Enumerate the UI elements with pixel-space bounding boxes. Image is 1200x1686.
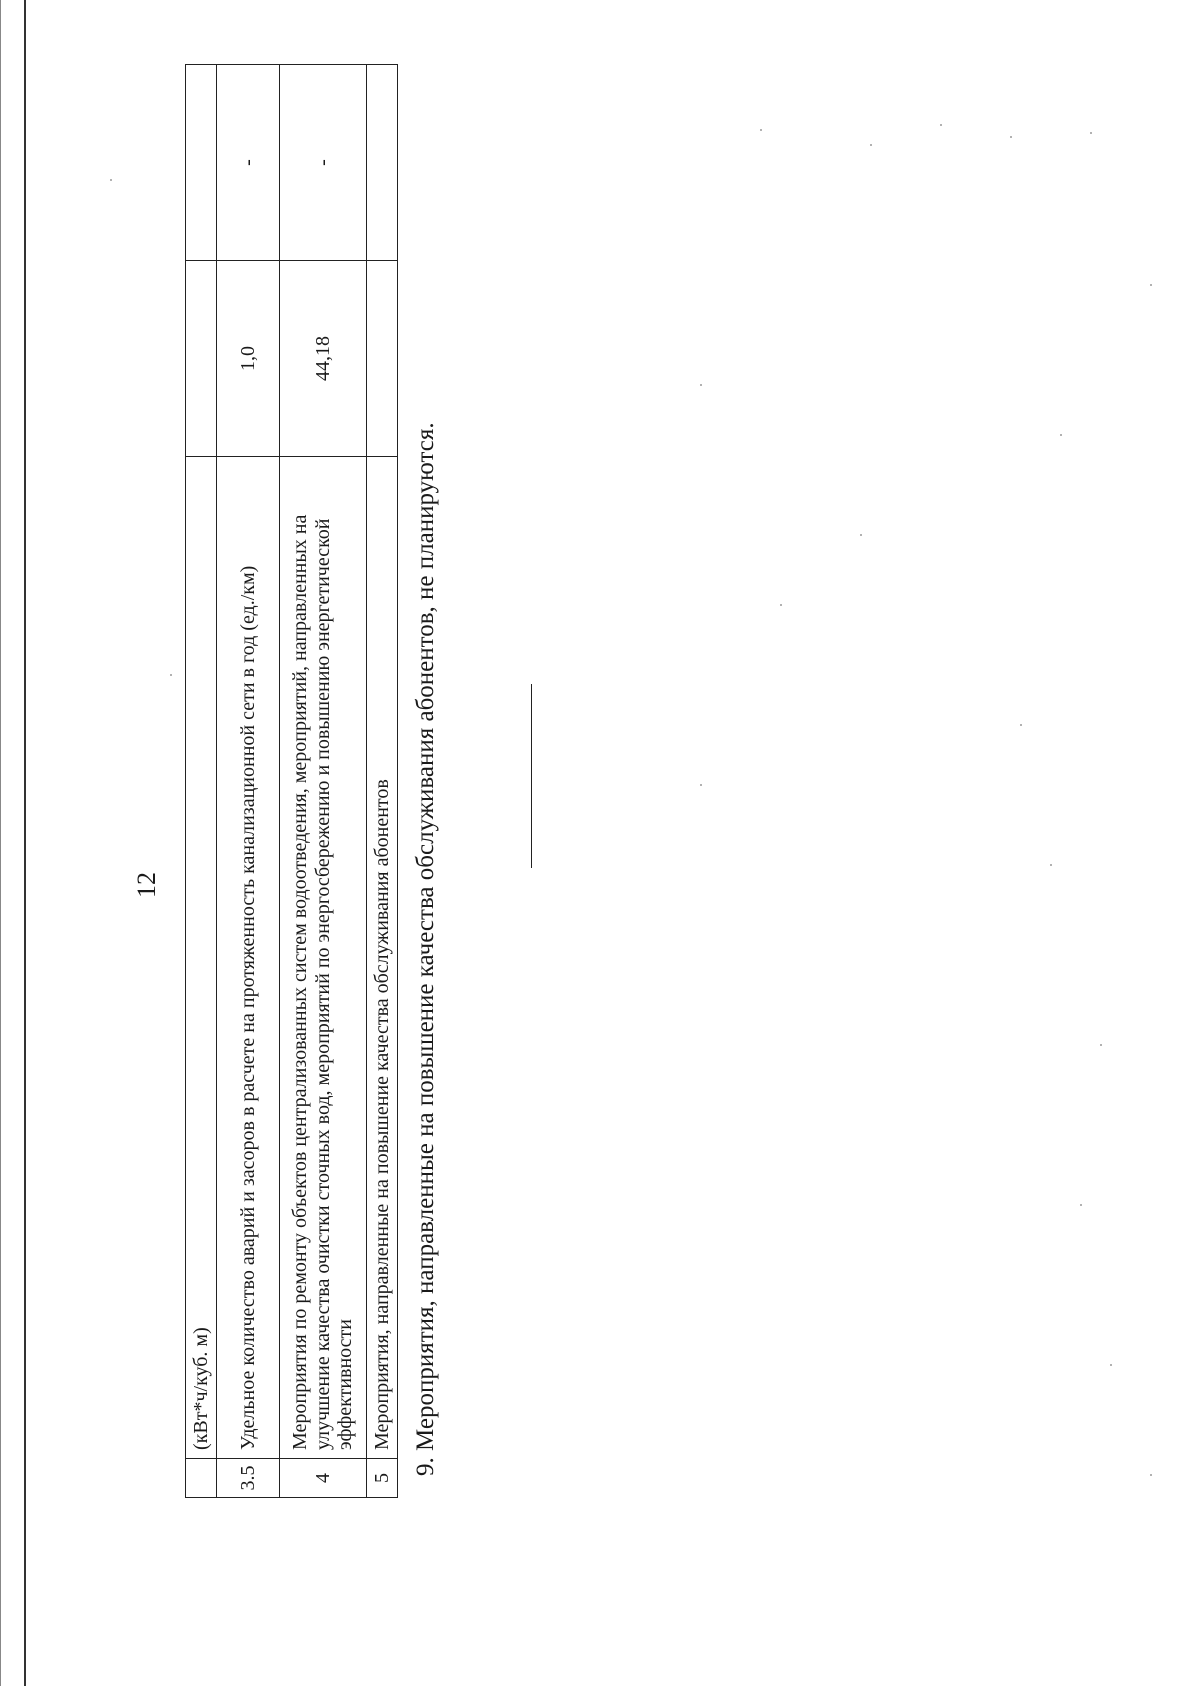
row-description-cell: Мероприятия по ремонту объектов централизованных систем водоотведения, мероприятий, направленных на улучшение качества очистки сточных вод, мероприятий по энергосбережению и повышению энергетической эффективности xyxy=(280,457,367,1459)
table-row xyxy=(217,65,280,1498)
scan-speck xyxy=(110,179,112,181)
row-extra-cell xyxy=(186,65,217,261)
table-row xyxy=(367,65,398,1498)
row-extra-cell: - xyxy=(217,65,280,261)
table-row xyxy=(186,65,217,1498)
row-extra-cell xyxy=(367,65,398,261)
section-note: 9. Мероприятия, направленные на повышение качества обслуживания абонентов, не планируются. xyxy=(412,422,439,1476)
scan-speck xyxy=(1100,1044,1102,1046)
row-description-cell: Удельное количество аварий и засоров в расчете на протяженность канализационной сети в год (ед./км) xyxy=(217,457,280,1459)
row-description-cell: Мероприятия, направленные на повышение качества обслуживания абонентов xyxy=(367,457,398,1459)
scan-speck xyxy=(1150,1474,1152,1476)
horizontal-rule xyxy=(531,684,532,868)
scan-speck xyxy=(1090,132,1092,134)
page-number: 12 xyxy=(132,872,161,898)
scan-speck xyxy=(700,384,702,386)
row-value-cell xyxy=(186,261,217,457)
table-row xyxy=(280,65,367,1498)
scan-speck xyxy=(940,124,942,126)
scan-speck xyxy=(1060,434,1062,436)
scan-speck xyxy=(170,674,172,676)
row-number-cell: 5 xyxy=(367,1459,398,1498)
scan-speck xyxy=(860,534,862,536)
scan-speck xyxy=(1150,284,1152,286)
scan-speck xyxy=(1110,1364,1112,1366)
row-value-cell: 44,18 xyxy=(280,261,367,457)
scan-speck xyxy=(1080,1204,1082,1206)
data-table xyxy=(185,64,398,1498)
row-value-cell: 1,0 xyxy=(217,261,280,457)
row-description-cell: (кВт*ч/куб. м) xyxy=(186,457,217,1459)
scan-speck xyxy=(1020,724,1022,726)
scan-speck xyxy=(1010,136,1012,138)
scan-speck xyxy=(870,144,872,146)
scan-speck xyxy=(1050,864,1052,866)
row-extra-cell: - xyxy=(280,65,367,261)
scan-speck xyxy=(700,784,702,786)
row-number-cell: 3.5 xyxy=(217,1459,280,1498)
scan-speck xyxy=(780,604,782,606)
row-value-cell xyxy=(367,261,398,457)
row-number-cell: 4 xyxy=(280,1459,367,1498)
scan-speck xyxy=(760,129,762,131)
row-number-cell xyxy=(186,1459,217,1498)
